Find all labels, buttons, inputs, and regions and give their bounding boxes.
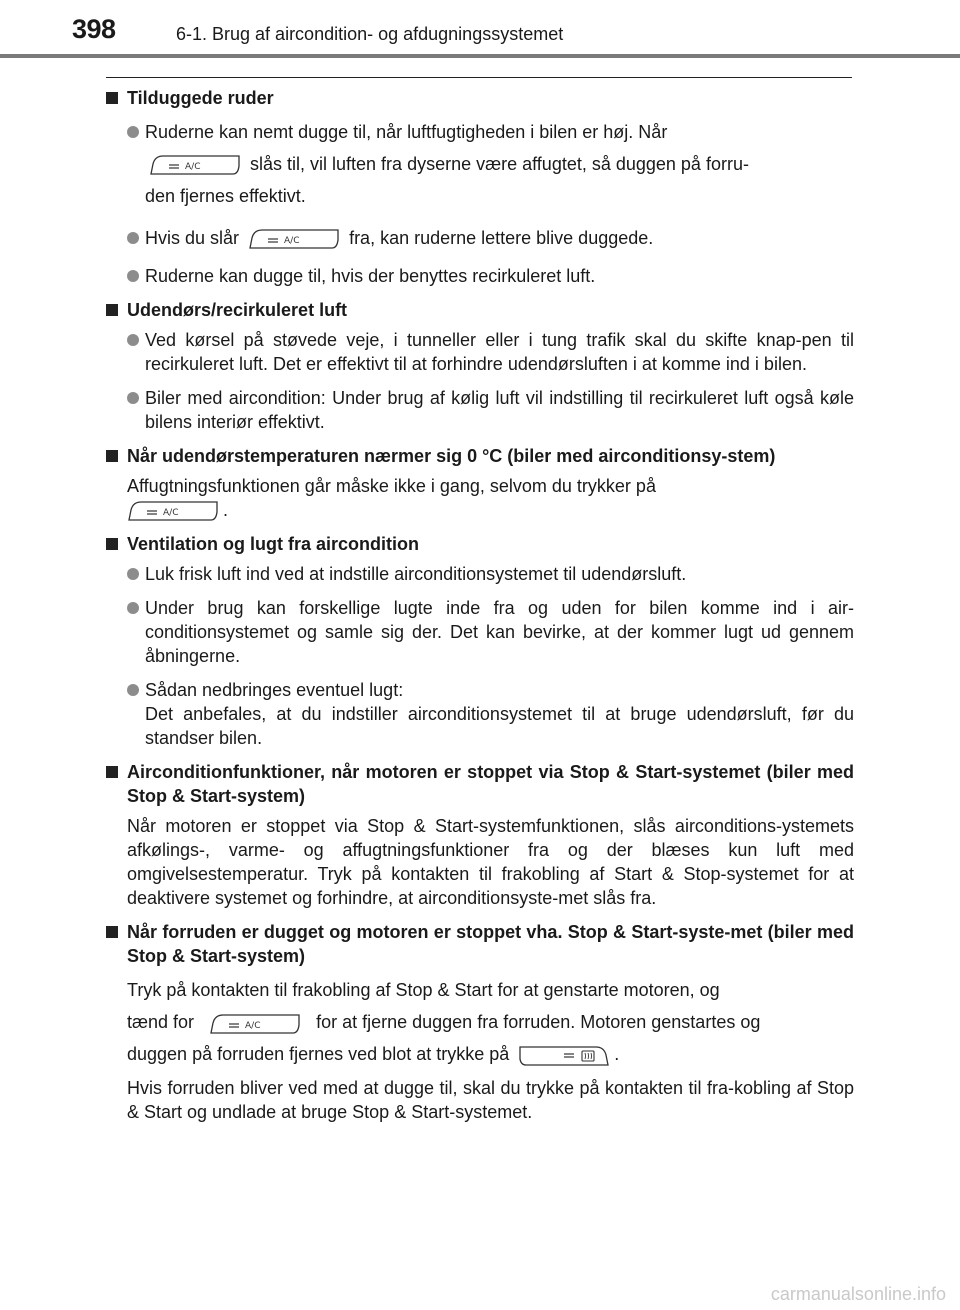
bullet-item <box>106 264 854 288</box>
bullet-item <box>106 116 854 212</box>
bullet-text: fra, kan ruderne lettere blive duggede. <box>349 228 654 248</box>
round-bullet-icon <box>127 684 139 696</box>
section-heading <box>106 760 854 808</box>
round-bullet-icon <box>127 602 139 614</box>
paragraph <box>106 814 854 910</box>
paragraph-text: Affugtningsfunktionen går måske ikke i gang, selvom du trykker på <box>127 476 656 496</box>
header-band <box>0 54 960 58</box>
paragraph-text: for at fjerne duggen fra forruden. Motoren genstartes og <box>316 1012 761 1033</box>
bullet-item <box>106 222 854 254</box>
paragraph <box>106 974 854 1070</box>
round-bullet-icon <box>127 568 139 580</box>
square-bullet-icon <box>106 538 118 550</box>
paragraph <box>106 474 854 522</box>
section-near-zero-temperature <box>106 444 854 522</box>
top-rule <box>106 77 852 78</box>
round-bullet-icon <box>127 232 139 244</box>
bullet-text: Hvis du slår <box>145 228 240 248</box>
ac-button-icon <box>127 500 219 522</box>
paragraph-text: . <box>223 500 229 520</box>
section-heading <box>106 298 854 322</box>
round-bullet-icon <box>127 270 139 282</box>
round-bullet-icon <box>127 334 139 346</box>
bullet-text: Sådan nedbringes eventuel lugt: <box>145 680 404 701</box>
ac-label: A/C <box>163 508 179 519</box>
section-fogged-windshield-stop-start <box>106 920 854 1124</box>
bullet-text: Ved kørsel på støvede veje, i tunneller eller i tung trafik skal du skifte knap-pen til recirkuleret luft. Det er effektivt til at forhindre udendørsluften i at komme ind i bilen. <box>145 330 854 374</box>
square-bullet-icon <box>106 766 118 778</box>
heading-text: Når forruden er dugget og motoren er stoppet vha. Stop & Start-syste-met (biler med Stop & Start-system) <box>127 922 854 967</box>
bullet-item <box>106 596 854 668</box>
paragraph-text: duggen på forruden fjernes ved blot at trykke på <box>127 1044 510 1065</box>
bullet-text: slås til, vil luften fra dyserne være affugtet, så duggen på forru- <box>250 154 749 174</box>
paragraph-text: . <box>614 1044 620 1065</box>
ac-label: A/C <box>185 162 201 173</box>
running-title: 6-1. Brug af aircondition- og afdugningssystemet <box>176 24 564 44</box>
heading-text: Airconditionfunktioner, når motoren er stoppet via Stop & Start-systemet (biler med Stop & Start-system) <box>127 762 854 807</box>
paragraph-text: Tryk på kontakten til frakobling af Stop & Start for at genstarte motoren, og <box>127 980 720 1001</box>
heading-text: Udendørs/recirkuleret luft <box>127 300 348 320</box>
section-ventilation-odor <box>106 532 854 750</box>
square-bullet-icon <box>106 926 118 938</box>
paragraph-text: Hvis forruden bliver ved med at dugge til, skal du trykke på kontakten til fra-kobling af Stop & Start og undlade at bruge Stop & Start-systemet. <box>127 1078 854 1123</box>
bullet-text: den fjernes effektivt. <box>145 186 306 206</box>
bullet-text: Under brug kan forskellige lugte inde fra og uden for bilen komme ind i air-conditionsystemet og samle sig der. Det kan bevirke, at der kommer lugt ud gennem åbningerne. <box>145 598 854 667</box>
paragraph <box>106 1076 854 1124</box>
ac-button-icon <box>248 228 340 250</box>
ac-label: A/C <box>284 236 300 247</box>
section-heading <box>106 920 854 968</box>
bullet-text: Ruderne kan dugge til, hvis der benyttes recirkuleret luft. <box>145 266 596 286</box>
ac-button-icon <box>209 1013 301 1035</box>
bullet-text: Det anbefales, at du indstiller airconditionsystemet til at bruge udendørsluft, før du standser bilen. <box>145 704 854 749</box>
paragraph-text: Når motoren er stoppet via Stop & Start-systemfunktionen, slås airconditions-ystemets afkølings-, varme- og affugtningsfunktioner fra og der blæses kun luft med omgivelsestemperatur. Tryk på kontakten til frakobling af Start & Stop-systemet for at deaktivere systemet og forhindre, at airconditionsyste-met slås fra. <box>127 816 854 909</box>
square-bullet-icon <box>106 92 118 104</box>
bullet-text: Luk frisk luft ind ved at indstille airconditionsystemet til udendørsluft. <box>145 564 687 585</box>
ac-label: A/C <box>245 1020 261 1031</box>
section-outside-recirculated-air <box>106 298 854 434</box>
ac-button-icon <box>149 154 241 176</box>
bullet-text: Biler med aircondition: Under brug af kølig luft vil indstilling til recirkuleret luft også køle bilens interiør effektivt. <box>145 388 854 432</box>
round-bullet-icon <box>127 392 139 404</box>
rear-defrost-button-icon <box>518 1045 610 1067</box>
round-bullet-icon <box>127 126 139 138</box>
section-heading <box>106 86 854 110</box>
bullet-text: Ruderne kan nemt dugge til, når luftfugtigheden i bilen er høj. Når <box>145 122 668 142</box>
section-ac-stop-start <box>106 760 854 910</box>
page-content <box>106 86 854 1134</box>
bullet-item <box>106 328 854 376</box>
section-heading <box>106 444 854 468</box>
square-bullet-icon <box>106 304 118 316</box>
watermark: carmanualsonline.info <box>770 1284 946 1304</box>
section-heading <box>106 532 854 556</box>
page-number: 398 <box>72 14 116 44</box>
bullet-item <box>106 386 854 434</box>
heading-text: Tilduggede ruder <box>127 88 274 108</box>
bullet-item <box>106 562 854 586</box>
bullet-item <box>106 678 854 750</box>
heading-text: Når udendørstemperaturen nærmer sig 0 °C (biler med airconditionsy-stem) <box>127 446 776 466</box>
section-fogged-windows <box>106 86 854 288</box>
paragraph-text: tænd for <box>127 1012 195 1033</box>
square-bullet-icon <box>106 450 118 462</box>
heading-text: Ventilation og lugt fra aircondition <box>127 534 419 555</box>
